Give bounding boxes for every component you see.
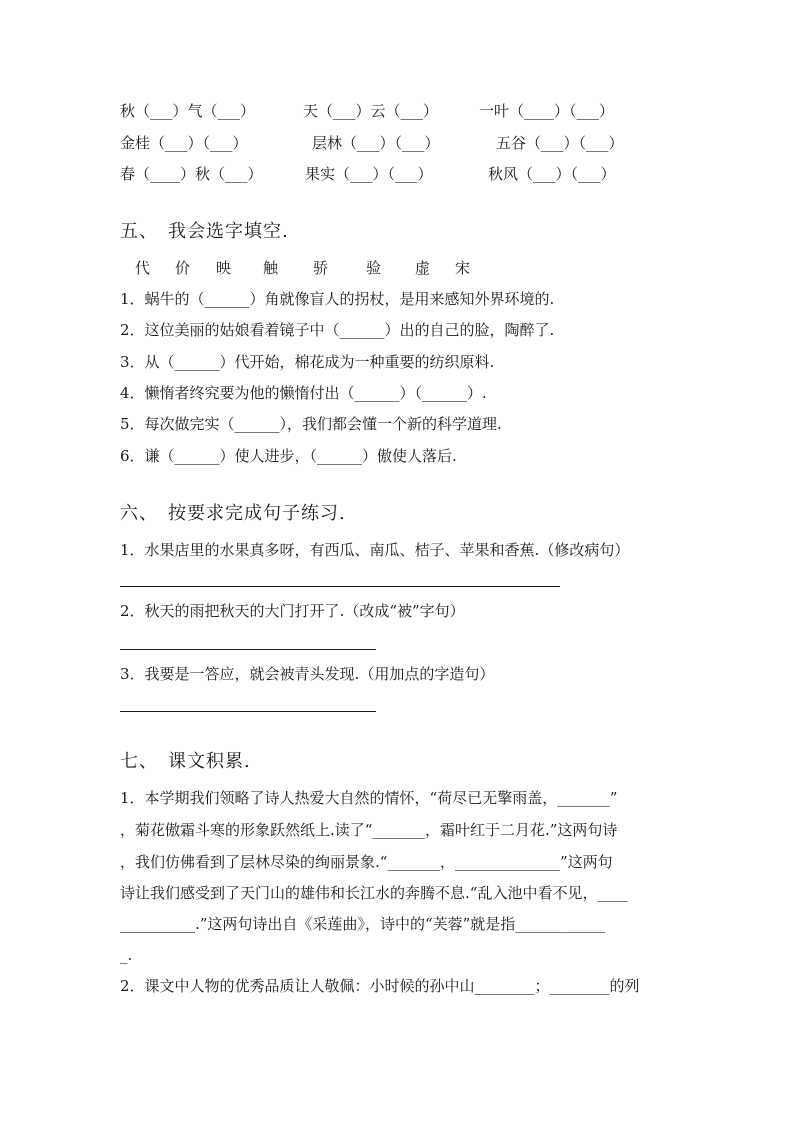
section-7-heading: 七、 课文积累. <box>120 751 251 772</box>
fill-item: 春（____）秋（___） <box>120 165 263 183</box>
paragraph-line: ，我们仿佛看到了层林尽染的绚丽景象.“_______，______________”这两句 <box>120 853 613 871</box>
question-item: 2．这位美丽的姑娘看着镜子中（______）出的自己的脸，陶醉了. <box>120 321 555 339</box>
paragraph-line: 2．课文中人物的优秀品质让人敬佩：小时候的孙中山________；________的列 <box>120 977 640 995</box>
fill-item: 秋风（___）（___） <box>488 165 616 183</box>
question-item: 6．谦（______）使人进步，（______）傲使人落后. <box>120 447 457 465</box>
fill-item: 层林（___）（___） <box>312 134 440 152</box>
word-bank-item: 价 <box>175 259 191 277</box>
section-6-heading: 六、 按要求完成句子练习. <box>120 503 346 524</box>
paragraph-line: _. <box>120 946 133 964</box>
paragraph-line: __________.”这两句诗出自《采莲曲》，诗中的“芙蓉”就是指____________ <box>120 915 606 933</box>
fill-item: 天（___）云（___） <box>303 102 439 120</box>
question-item: 5．每次做完实（______），我们都会懂一个新的科学道理. <box>120 415 502 433</box>
fill-item: 金桂（___）（___） <box>120 134 248 152</box>
question-item: 1．蜗牛的（______）角就像盲人的拐杖，是用来感知外界环境的. <box>120 290 555 308</box>
word-bank-item: 映 <box>216 259 232 277</box>
question-item: 4．懒惰者终究要为他的懒惰付出（______）（______）. <box>120 384 487 402</box>
fill-item: 一叶（____）（___） <box>479 102 615 120</box>
answer-line[interactable] <box>120 649 376 650</box>
word-bank-item: 骄 <box>313 259 329 277</box>
fill-item: 果实（___）（___） <box>305 165 433 183</box>
word-bank-item: 虚 <box>415 259 431 277</box>
question-item: 3．我要是一答应，就会被青头发现.（用加点的字造句） <box>120 665 495 683</box>
paragraph-line: 诗让我们感受到了天门山的雄伟和长江水的奔腾不息.“乱入池中看不见，____ <box>120 884 628 902</box>
fill-item: 五谷（___）（___） <box>496 134 624 152</box>
paragraph-line: 1．本学期我们领略了诗人热爱大自然的情怀，“荷尽已无擎雨盖，_______” <box>120 789 618 807</box>
question-item: 2．秋天的雨把秋天的大门打开了.（改成“被”字句） <box>120 602 465 620</box>
fill-item: 秋（___）气（___） <box>120 102 256 120</box>
answer-line[interactable] <box>120 711 376 712</box>
word-bank-item: 验 <box>366 259 382 277</box>
word-bank-item: 宋 <box>455 259 471 277</box>
word-bank-item: 触 <box>263 259 279 277</box>
answer-line[interactable] <box>120 586 560 587</box>
word-bank-item: 代 <box>135 259 151 277</box>
question-item: 1．水果店里的水果真多呀，有西瓜、南瓜、桔子、苹果和香蕉.（修改病句） <box>120 541 630 559</box>
paragraph-line: ，菊花傲霜斗寒的形象跃然纸上.读了“_______，霜叶红于二月花.”这两句诗 <box>120 821 618 839</box>
section-5-heading: 五、 我会选字填空. <box>120 221 289 242</box>
question-item: 3．从（______）代开始，棉花成为一种重要的纺织原料. <box>120 353 495 371</box>
